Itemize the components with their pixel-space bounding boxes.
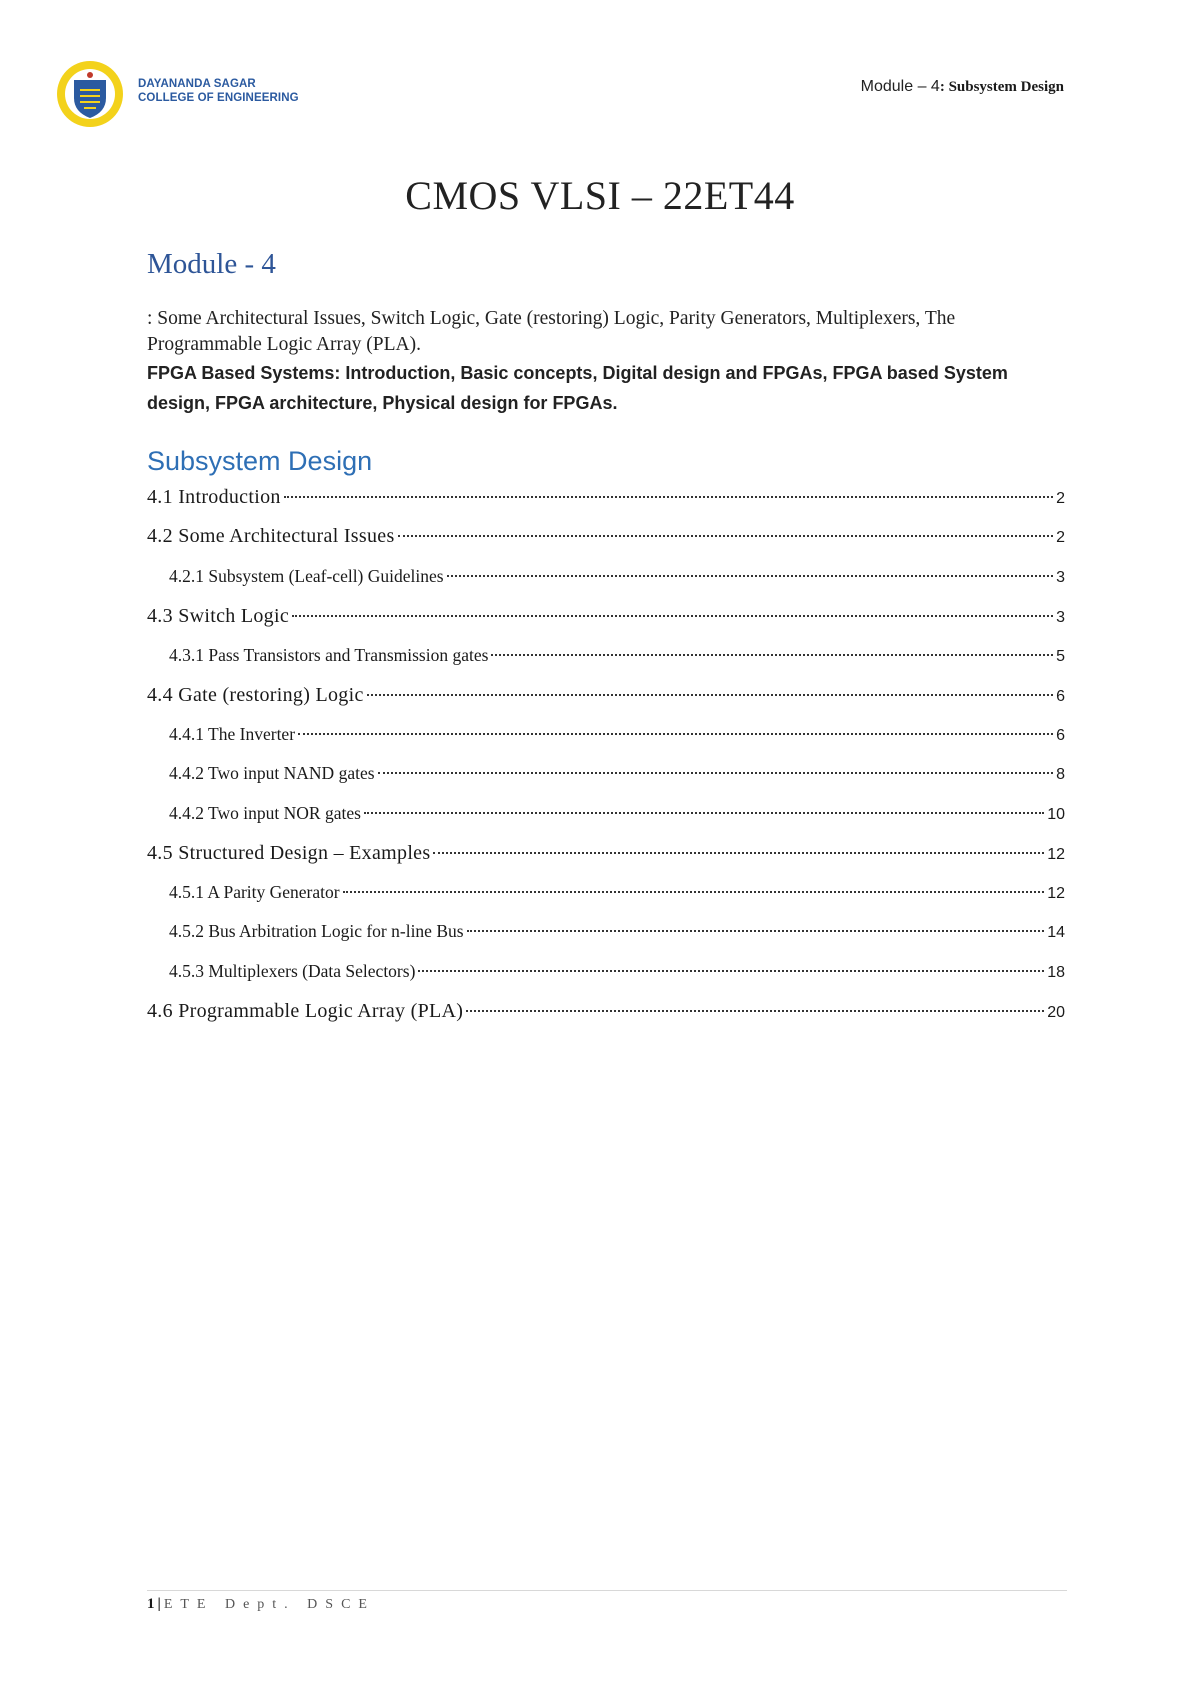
- toc-leader: [284, 496, 1053, 498]
- toc-entry-page: 6: [1056, 688, 1065, 705]
- toc-entry-title: 4.5.1 A Parity Generator: [169, 882, 340, 902]
- toc-leader: [418, 970, 1044, 972]
- toc-leader: [343, 891, 1045, 893]
- toc-entry-page: 6: [1056, 727, 1065, 744]
- toc-entry-page: 8: [1056, 766, 1065, 783]
- toc-entry-title: 4.1 Introduction: [147, 486, 281, 508]
- footer-separator: |: [157, 1596, 161, 1612]
- college-logo: [54, 58, 299, 128]
- toc-entry[interactable]: [169, 566, 1065, 592]
- header-module: Module – 4: [860, 78, 940, 95]
- page-footer: [147, 1596, 375, 1613]
- toc-entry-title: 4.2 Some Architectural Issues: [147, 525, 395, 547]
- toc-entry-page: 5: [1056, 648, 1065, 665]
- toc-entry-title: 4.5 Structured Design – Examples: [147, 842, 431, 864]
- toc-entry-page: 3: [1056, 609, 1065, 626]
- toc-entry[interactable]: [169, 921, 1065, 947]
- toc-entry[interactable]: [169, 961, 1065, 987]
- toc-entry-title: 4.4 Gate (restoring) Logic: [147, 684, 364, 706]
- footer-dept: ETE Dept. DSCE: [163, 1597, 375, 1612]
- toc-entry-title: 4.6 Programmable Logic Array (PLA): [147, 1000, 464, 1022]
- toc-leader: [398, 535, 1054, 537]
- toc-entry[interactable]: [169, 763, 1065, 789]
- toc-entry-title: 4.3 Switch Logic: [147, 605, 290, 627]
- toc-leader: [298, 733, 1053, 735]
- toc-entry-title: 4.2.1 Subsystem (Leaf-cell) Guidelines: [169, 566, 444, 586]
- toc-leader: [447, 575, 1054, 577]
- toc-leader: [292, 615, 1053, 617]
- logo-line-1: DAYANANDA SAGAR: [138, 78, 256, 90]
- toc-entry[interactable]: [169, 645, 1065, 671]
- syllabus-text: : Some Architectural Issues, Switch Logic, Gate (restoring) Logic, Parity Generators, Multiplexers, The Programmable Logic Array (PLA).: [147, 308, 956, 355]
- toc-entry[interactable]: [169, 882, 1065, 908]
- running-header: [861, 76, 1064, 96]
- toc-entry-title: 4.4.1 The Inverter: [169, 724, 296, 744]
- module-heading: Module - 4: [147, 248, 276, 280]
- toc-leader: [378, 772, 1054, 774]
- toc-entry-page: 20: [1047, 1004, 1065, 1021]
- toc-leader: [433, 852, 1044, 854]
- header-colon: :: [939, 79, 949, 95]
- toc-entry-page: 12: [1047, 885, 1065, 902]
- toc-entry[interactable]: [169, 724, 1065, 750]
- toc-entry-page: 3: [1056, 569, 1065, 586]
- toc-leader: [364, 812, 1044, 814]
- toc-entry-title: 4.4.2 Two input NOR gates: [169, 803, 361, 823]
- toc-entry-page: 18: [1047, 964, 1065, 981]
- toc-heading: Subsystem Design: [147, 446, 373, 476]
- toc-entry[interactable]: [147, 684, 1065, 710]
- toc-entry-page: 2: [1056, 529, 1065, 546]
- toc-entry[interactable]: [147, 1000, 1065, 1026]
- toc-entry-page: 10: [1047, 806, 1065, 823]
- footer-divider: [147, 1590, 1067, 1591]
- college-crest-icon: [54, 58, 126, 130]
- document-title: CMOS VLSI – 22ET44: [405, 173, 795, 218]
- toc-entry-title: 4.3.1 Pass Transistors and Transmission gates: [169, 645, 489, 665]
- toc-leader: [466, 1010, 1044, 1012]
- toc-entry-page: 2: [1056, 490, 1065, 507]
- toc-entry-page: 12: [1047, 846, 1065, 863]
- toc-entry[interactable]: [147, 486, 1065, 512]
- header-subject: Subsystem Design: [948, 79, 1064, 95]
- toc-entry-title: 4.5.3 Multiplexers (Data Selectors): [169, 961, 416, 981]
- toc-entry-title: 4.4.2 Two input NAND gates: [169, 763, 375, 783]
- toc-entry-page: 14: [1047, 924, 1065, 941]
- toc-entry-title: 4.5.2 Bus Arbitration Logic for n-line Bus: [169, 921, 464, 941]
- logo-line-2: COLLEGE OF ENGINEERING: [138, 92, 299, 104]
- toc-entry[interactable]: [147, 525, 1065, 551]
- toc-entry[interactable]: [169, 803, 1065, 829]
- toc-entry[interactable]: [147, 842, 1065, 868]
- toc-leader: [367, 694, 1053, 696]
- toc-leader: [467, 930, 1045, 932]
- page-number: 1: [147, 1596, 155, 1612]
- toc-entry[interactable]: [147, 605, 1065, 631]
- fpga-topics: FPGA Based Systems: Introduction, Basic concepts, Digital design and FPGAs, FPGA based System design, FPGA architecture, Physical design for FPGAs.: [147, 363, 1008, 413]
- toc-leader: [491, 654, 1053, 656]
